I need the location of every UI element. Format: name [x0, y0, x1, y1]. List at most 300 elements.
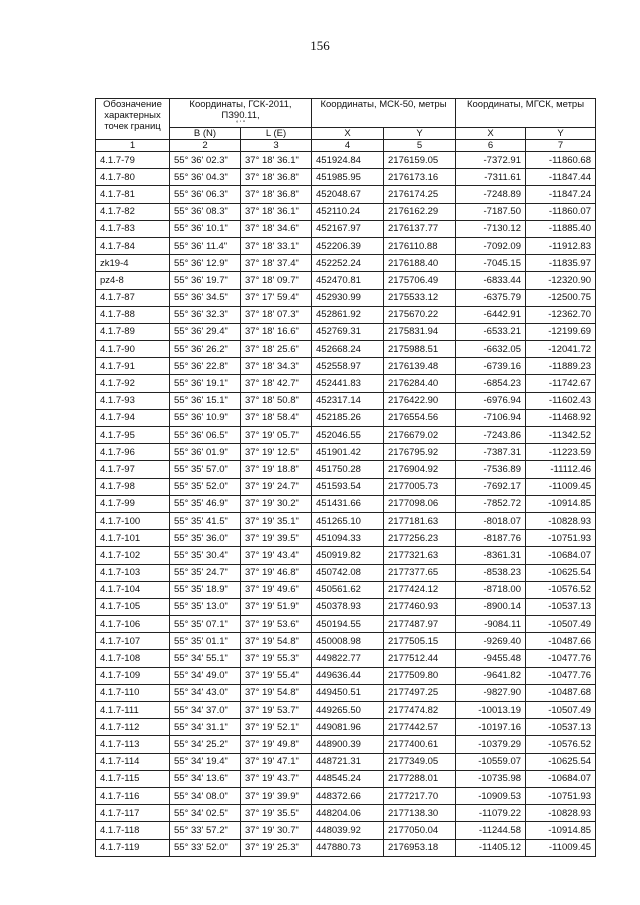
msk-x-cell: 452046.55: [312, 427, 384, 444]
point-id-cell: 4.1.7-106: [96, 616, 170, 633]
mgsk-x-cell: -7692.17: [456, 478, 526, 495]
longitude-cell: 37° 17' 59.4": [241, 289, 312, 306]
msk-y-cell: 2176139.48: [384, 358, 456, 375]
table-row: [96, 220, 596, 237]
latitude-cell: 55° 34' 43.0": [170, 684, 241, 701]
mgsk-x-cell: -6533.21: [456, 323, 526, 340]
msk-y-cell: 2176110.88: [384, 237, 456, 254]
msk-y-cell: 2177098.06: [384, 495, 456, 512]
point-id-cell: 4.1.7-105: [96, 598, 170, 615]
column-number: 4: [312, 140, 384, 152]
longitude-cell: 37° 19' 39.5": [241, 530, 312, 547]
msk-x-cell: 452769.31: [312, 323, 384, 340]
mgsk-y-cell: -10625.54: [526, 564, 596, 581]
header-sub-l: L (E): [241, 128, 312, 140]
table-row: [96, 719, 596, 736]
longitude-cell: 37° 19' 49.8": [241, 736, 312, 753]
mgsk-x-cell: -6442.91: [456, 306, 526, 323]
longitude-cell: 37° 18' 34.3": [241, 358, 312, 375]
latitude-cell: 55° 34' 19.4": [170, 753, 241, 770]
point-id-cell: 4.1.7-107: [96, 633, 170, 650]
mgsk-y-cell: -11342.52: [526, 427, 596, 444]
latitude-cell: 55° 36' 22.8": [170, 358, 241, 375]
msk-y-cell: 2177505.15: [384, 633, 456, 650]
point-id-cell: 4.1.7-109: [96, 667, 170, 684]
mgsk-y-cell: -10537.13: [526, 719, 596, 736]
latitude-cell: 55° 36' 15.1": [170, 392, 241, 409]
mgsk-x-cell: -7536.89: [456, 461, 526, 478]
mgsk-x-cell: -10909.53: [456, 787, 526, 804]
mgsk-y-cell: -11847.24: [526, 186, 596, 203]
msk-x-cell: 449450.51: [312, 684, 384, 701]
latitude-cell: 55° 35' 18.9": [170, 581, 241, 598]
longitude-cell: 37° 19' 52.1": [241, 719, 312, 736]
msk-x-cell: 452206.39: [312, 237, 384, 254]
longitude-cell: 37° 18' 36.1": [241, 152, 312, 169]
msk-y-cell: 2177487.97: [384, 616, 456, 633]
latitude-cell: 55° 35' 57.0": [170, 461, 241, 478]
longitude-cell: 37° 19' 55.4": [241, 667, 312, 684]
msk-y-cell: 2175533.12: [384, 289, 456, 306]
table-row: [96, 478, 596, 495]
mgsk-y-cell: -10684.07: [526, 547, 596, 564]
msk-x-cell: 450919.82: [312, 547, 384, 564]
longitude-cell: 37° 18' 36.8": [241, 169, 312, 186]
mgsk-y-cell: -10576.52: [526, 581, 596, 598]
mgsk-x-cell: -7045.15: [456, 255, 526, 272]
msk-y-cell: 2177138.30: [384, 805, 456, 822]
longitude-cell: 37° 18' 07.3": [241, 306, 312, 323]
point-id-cell: 4.1.7-98: [96, 478, 170, 495]
longitude-cell: 37° 19' 51.9": [241, 598, 312, 615]
header-gsk: [170, 99, 312, 128]
table-row: [96, 650, 596, 667]
mgsk-x-cell: -7106.94: [456, 409, 526, 426]
longitude-cell: 37° 19' 54.8": [241, 633, 312, 650]
mgsk-y-cell: -10537.13: [526, 598, 596, 615]
msk-x-cell: 448545.24: [312, 770, 384, 787]
longitude-cell: 37° 18' 16.6": [241, 323, 312, 340]
msk-x-cell: 452441.83: [312, 375, 384, 392]
latitude-cell: 55° 34' 25.2": [170, 736, 241, 753]
mgsk-y-cell: -11835.97: [526, 255, 596, 272]
point-id-cell: zk19-4: [96, 255, 170, 272]
mgsk-y-cell: -10487.68: [526, 684, 596, 701]
point-id-cell: 4.1.7-111: [96, 702, 170, 719]
latitude-cell: 55° 36' 01.9": [170, 444, 241, 461]
longitude-cell: 37° 19' 54.8": [241, 684, 312, 701]
msk-x-cell: 452185.26: [312, 409, 384, 426]
longitude-cell: 37° 19' 18.8": [241, 461, 312, 478]
msk-y-cell: 2176188.40: [384, 255, 456, 272]
point-id-cell: 4.1.7-93: [96, 392, 170, 409]
mgsk-y-cell: -10751.93: [526, 787, 596, 804]
latitude-cell: 55° 36' 32.3": [170, 306, 241, 323]
msk-x-cell: 448372.66: [312, 787, 384, 804]
msk-y-cell: 2176953.18: [384, 839, 456, 856]
msk-x-cell: 448039.92: [312, 822, 384, 839]
longitude-cell: 37° 19' 30.2": [241, 495, 312, 512]
msk-y-cell: 2177377.65: [384, 564, 456, 581]
msk-x-cell: 451094.33: [312, 530, 384, 547]
table-row: [96, 581, 596, 598]
latitude-cell: 55° 34' 49.0": [170, 667, 241, 684]
table-row: [96, 633, 596, 650]
point-id-cell: 4.1.7-96: [96, 444, 170, 461]
msk-x-cell: 449265.50: [312, 702, 384, 719]
latitude-cell: 55° 36' 08.3": [170, 203, 241, 220]
mgsk-y-cell: -11009.45: [526, 839, 596, 856]
longitude-cell: 37° 18' 36.8": [241, 186, 312, 203]
mgsk-x-cell: -6739.16: [456, 358, 526, 375]
latitude-cell: 55° 36' 06.3": [170, 186, 241, 203]
msk-y-cell: 2177005.73: [384, 478, 456, 495]
point-id-cell: 4.1.7-87: [96, 289, 170, 306]
msk-y-cell: 2176679.02: [384, 427, 456, 444]
latitude-cell: 55° 34' 31.1": [170, 719, 241, 736]
point-id-cell: 4.1.7-95: [96, 427, 170, 444]
mgsk-y-cell: -12320.90: [526, 272, 596, 289]
msk-x-cell: 451750.28: [312, 461, 384, 478]
table-row: [96, 341, 596, 358]
msk-x-cell: 450742.08: [312, 564, 384, 581]
msk-x-cell: 450194.55: [312, 616, 384, 633]
msk-x-cell: 451985.95: [312, 169, 384, 186]
msk-x-cell: 448204.06: [312, 805, 384, 822]
table-row: [96, 822, 596, 839]
table-row: [96, 461, 596, 478]
mgsk-y-cell: -11847.44: [526, 169, 596, 186]
mgsk-y-cell: -11223.59: [526, 444, 596, 461]
point-id-cell: pz4-8: [96, 272, 170, 289]
longitude-cell: 37° 18' 36.1": [241, 203, 312, 220]
table-row: [96, 547, 596, 564]
table-row: [96, 667, 596, 684]
msk-x-cell: 451265.10: [312, 512, 384, 529]
latitude-cell: 55° 35' 07.1": [170, 616, 241, 633]
table-row: [96, 272, 596, 289]
table-row: [96, 616, 596, 633]
longitude-cell: 37° 19' 46.8": [241, 564, 312, 581]
mgsk-y-cell: -11112.46: [526, 461, 596, 478]
msk-x-cell: 450008.98: [312, 633, 384, 650]
msk-x-cell: 450561.62: [312, 581, 384, 598]
mgsk-y-cell: -11742.67: [526, 375, 596, 392]
msk-x-cell: 452110.24: [312, 203, 384, 220]
msk-x-cell: 452930.99: [312, 289, 384, 306]
header-gsk-units: ° ' ": [235, 121, 245, 127]
mgsk-x-cell: -10013.19: [456, 702, 526, 719]
mgsk-x-cell: -7092.09: [456, 237, 526, 254]
msk-y-cell: 2177050.04: [384, 822, 456, 839]
msk-x-cell: 451593.54: [312, 478, 384, 495]
mgsk-y-cell: -11602.43: [526, 392, 596, 409]
msk-x-cell: 452668.24: [312, 341, 384, 358]
msk-y-cell: 2177442.57: [384, 719, 456, 736]
table-row: [96, 805, 596, 822]
longitude-cell: 37° 18' 50.8": [241, 392, 312, 409]
table-row: [96, 736, 596, 753]
longitude-cell: 37° 18' 34.6": [241, 220, 312, 237]
mgsk-x-cell: -9084.11: [456, 616, 526, 633]
longitude-cell: 37° 19' 43.7": [241, 770, 312, 787]
mgsk-y-cell: -11912.83: [526, 237, 596, 254]
point-id-cell: 4.1.7-102: [96, 547, 170, 564]
point-id-cell: 4.1.7-113: [96, 736, 170, 753]
mgsk-x-cell: -7243.86: [456, 427, 526, 444]
point-id-cell: 4.1.7-94: [96, 409, 170, 426]
header-sub-mgsk-y: Y: [526, 128, 596, 140]
mgsk-x-cell: -9641.82: [456, 667, 526, 684]
point-id-cell: 4.1.7-112: [96, 719, 170, 736]
mgsk-x-cell: -8718.00: [456, 581, 526, 598]
mgsk-y-cell: -10477.76: [526, 650, 596, 667]
mgsk-x-cell: -9269.40: [456, 633, 526, 650]
longitude-cell: 37° 18' 42.7": [241, 375, 312, 392]
longitude-cell: 37° 18' 09.7": [241, 272, 312, 289]
longitude-cell: 37° 19' 30.7": [241, 822, 312, 839]
mgsk-y-cell: -10507.49: [526, 702, 596, 719]
column-number: 7: [526, 140, 596, 152]
latitude-cell: 55° 35' 30.4": [170, 547, 241, 564]
msk-x-cell: 451924.84: [312, 152, 384, 169]
msk-x-cell: 452048.67: [312, 186, 384, 203]
point-id-cell: 4.1.7-99: [96, 495, 170, 512]
mgsk-y-cell: -10914.85: [526, 822, 596, 839]
point-id-cell: 4.1.7-97: [96, 461, 170, 478]
latitude-cell: 55° 35' 13.0": [170, 598, 241, 615]
mgsk-x-cell: -8018.07: [456, 512, 526, 529]
latitude-cell: 55° 34' 02.5": [170, 805, 241, 822]
msk-y-cell: 2176422.90: [384, 392, 456, 409]
column-number: 3: [241, 140, 312, 152]
mgsk-x-cell: -8900.14: [456, 598, 526, 615]
coordinates-table: [95, 98, 596, 857]
latitude-cell: 55° 36' 04.3": [170, 169, 241, 186]
point-id-cell: 4.1.7-116: [96, 787, 170, 804]
header-gsk-label: Координаты, ГСК-2011, ПЗ90.11,: [189, 99, 292, 121]
mgsk-x-cell: -9455.48: [456, 650, 526, 667]
table-row: [96, 392, 596, 409]
table-row: [96, 770, 596, 787]
msk-x-cell: 449081.96: [312, 719, 384, 736]
longitude-cell: 37° 19' 12.5": [241, 444, 312, 461]
table-row: [96, 186, 596, 203]
mgsk-y-cell: -10576.52: [526, 736, 596, 753]
point-id-cell: 4.1.7-108: [96, 650, 170, 667]
msk-x-cell: 448900.39: [312, 736, 384, 753]
mgsk-y-cell: -12199.69: [526, 323, 596, 340]
point-id-cell: 4.1.7-115: [96, 770, 170, 787]
table-row: [96, 787, 596, 804]
table-row: [96, 255, 596, 272]
msk-x-cell: 452861.92: [312, 306, 384, 323]
mgsk-x-cell: -7372.91: [456, 152, 526, 169]
mgsk-x-cell: -6632.05: [456, 341, 526, 358]
msk-x-cell: 452470.81: [312, 272, 384, 289]
mgsk-y-cell: -11009.45: [526, 478, 596, 495]
msk-y-cell: 2176174.25: [384, 186, 456, 203]
msk-y-cell: 2177217.70: [384, 787, 456, 804]
point-id-cell: 4.1.7-89: [96, 323, 170, 340]
mgsk-x-cell: -8361.31: [456, 547, 526, 564]
mgsk-x-cell: -6976.94: [456, 392, 526, 409]
msk-y-cell: 2177181.63: [384, 512, 456, 529]
mgsk-y-cell: -12500.75: [526, 289, 596, 306]
point-id-cell: 4.1.7-103: [96, 564, 170, 581]
longitude-cell: 37° 19' 49.6": [241, 581, 312, 598]
msk-y-cell: 2177321.63: [384, 547, 456, 564]
point-id-cell: 4.1.7-81: [96, 186, 170, 203]
longitude-cell: 37° 19' 43.4": [241, 547, 312, 564]
msk-x-cell: 452317.14: [312, 392, 384, 409]
point-id-cell: 4.1.7-79: [96, 152, 170, 169]
mgsk-x-cell: -7387.31: [456, 444, 526, 461]
header-point: Обозначение характерных точек границ: [96, 99, 170, 140]
msk-y-cell: 2177460.93: [384, 598, 456, 615]
msk-y-cell: 2177512.44: [384, 650, 456, 667]
longitude-cell: 37° 19' 35.5": [241, 805, 312, 822]
table-row: [96, 289, 596, 306]
latitude-cell: 55° 36' 10.9": [170, 409, 241, 426]
latitude-cell: 55° 35' 01.1": [170, 633, 241, 650]
mgsk-y-cell: -10914.85: [526, 495, 596, 512]
table-row: [96, 512, 596, 529]
msk-y-cell: 2176554.56: [384, 409, 456, 426]
msk-x-cell: 451901.42: [312, 444, 384, 461]
point-id-cell: 4.1.7-83: [96, 220, 170, 237]
table-row: [96, 684, 596, 701]
point-id-cell: 4.1.7-110: [96, 684, 170, 701]
msk-y-cell: 2176795.92: [384, 444, 456, 461]
table-row: [96, 702, 596, 719]
longitude-cell: 37° 19' 55.3": [241, 650, 312, 667]
msk-y-cell: 2176137.77: [384, 220, 456, 237]
latitude-cell: 55° 35' 36.0": [170, 530, 241, 547]
msk-x-cell: 447880.73: [312, 839, 384, 856]
table-row: [96, 375, 596, 392]
mgsk-x-cell: -6854.23: [456, 375, 526, 392]
longitude-cell: 37° 19' 53.6": [241, 616, 312, 633]
latitude-cell: 55° 35' 52.0": [170, 478, 241, 495]
mgsk-x-cell: -7248.89: [456, 186, 526, 203]
table-row: [96, 427, 596, 444]
msk-y-cell: 2177349.05: [384, 753, 456, 770]
longitude-cell: 37° 18' 33.1": [241, 237, 312, 254]
point-id-cell: 4.1.7-88: [96, 306, 170, 323]
latitude-cell: 55° 34' 55.1": [170, 650, 241, 667]
msk-x-cell: 452252.24: [312, 255, 384, 272]
latitude-cell: 55° 36' 12.9": [170, 255, 241, 272]
latitude-cell: 55° 36' 06.5": [170, 427, 241, 444]
table-row: [96, 753, 596, 770]
mgsk-y-cell: -10625.54: [526, 753, 596, 770]
latitude-cell: 55° 36' 02.3": [170, 152, 241, 169]
mgsk-x-cell: -7130.12: [456, 220, 526, 237]
mgsk-y-cell: -10477.76: [526, 667, 596, 684]
point-id-cell: 4.1.7-119: [96, 839, 170, 856]
point-id-cell: 4.1.7-80: [96, 169, 170, 186]
longitude-cell: 37° 19' 53.7": [241, 702, 312, 719]
header-sub-b: B (N): [170, 128, 241, 140]
latitude-cell: 55° 35' 46.9": [170, 495, 241, 512]
latitude-cell: 55° 34' 08.0": [170, 787, 241, 804]
mgsk-y-cell: -10828.93: [526, 512, 596, 529]
latitude-cell: 55° 36' 19.7": [170, 272, 241, 289]
mgsk-y-cell: -11889.23: [526, 358, 596, 375]
msk-y-cell: 2176162.29: [384, 203, 456, 220]
latitude-cell: 55° 35' 24.7": [170, 564, 241, 581]
longitude-cell: 37° 18' 25.6": [241, 341, 312, 358]
table-row: [96, 444, 596, 461]
longitude-cell: 37° 19' 39.9": [241, 787, 312, 804]
mgsk-x-cell: -11405.12: [456, 839, 526, 856]
mgsk-x-cell: -8538.23: [456, 564, 526, 581]
mgsk-y-cell: -10487.66: [526, 633, 596, 650]
msk-y-cell: 2177400.61: [384, 736, 456, 753]
mgsk-y-cell: -11860.68: [526, 152, 596, 169]
point-id-cell: 4.1.7-91: [96, 358, 170, 375]
point-id-cell: 4.1.7-117: [96, 805, 170, 822]
longitude-cell: 37° 18' 37.4": [241, 255, 312, 272]
msk-x-cell: 452167.97: [312, 220, 384, 237]
table-row: [96, 323, 596, 340]
latitude-cell: 55° 36' 10.1": [170, 220, 241, 237]
column-number: 1: [96, 140, 170, 152]
msk-y-cell: 2177256.23: [384, 530, 456, 547]
mgsk-y-cell: -10828.93: [526, 805, 596, 822]
mgsk-x-cell: -10559.07: [456, 753, 526, 770]
table-row: [96, 358, 596, 375]
table-row: [96, 598, 596, 615]
column-number: 2: [170, 140, 241, 152]
point-id-cell: 4.1.7-118: [96, 822, 170, 839]
table-row: [96, 530, 596, 547]
point-id-cell: 4.1.7-92: [96, 375, 170, 392]
msk-y-cell: 2175988.51: [384, 341, 456, 358]
table-row: [96, 839, 596, 856]
point-id-cell: 4.1.7-104: [96, 581, 170, 598]
mgsk-x-cell: -11079.22: [456, 805, 526, 822]
mgsk-x-cell: -7311.61: [456, 169, 526, 186]
longitude-cell: 37° 18' 58.4": [241, 409, 312, 426]
latitude-cell: 55° 36' 34.5": [170, 289, 241, 306]
mgsk-y-cell: -12041.72: [526, 341, 596, 358]
mgsk-x-cell: -7187.50: [456, 203, 526, 220]
msk-y-cell: 2176173.16: [384, 169, 456, 186]
msk-y-cell: 2177424.12: [384, 581, 456, 598]
table-row: [96, 203, 596, 220]
msk-x-cell: 452558.97: [312, 358, 384, 375]
msk-y-cell: 2177497.25: [384, 684, 456, 701]
mgsk-y-cell: -10684.07: [526, 770, 596, 787]
msk-y-cell: 2176284.40: [384, 375, 456, 392]
mgsk-x-cell: -9827.90: [456, 684, 526, 701]
msk-y-cell: 2177288.01: [384, 770, 456, 787]
mgsk-y-cell: -10751.93: [526, 530, 596, 547]
header-msk: Координаты, МСК-50, метры: [312, 99, 456, 128]
latitude-cell: 55° 33' 57.2": [170, 822, 241, 839]
mgsk-x-cell: -11244.58: [456, 822, 526, 839]
table-row: [96, 409, 596, 426]
msk-y-cell: 2175706.49: [384, 272, 456, 289]
longitude-cell: 37° 19' 24.7": [241, 478, 312, 495]
mgsk-y-cell: -10507.49: [526, 616, 596, 633]
mgsk-y-cell: -11468.92: [526, 409, 596, 426]
msk-x-cell: 449822.77: [312, 650, 384, 667]
mgsk-y-cell: -11885.40: [526, 220, 596, 237]
mgsk-x-cell: -10379.29: [456, 736, 526, 753]
